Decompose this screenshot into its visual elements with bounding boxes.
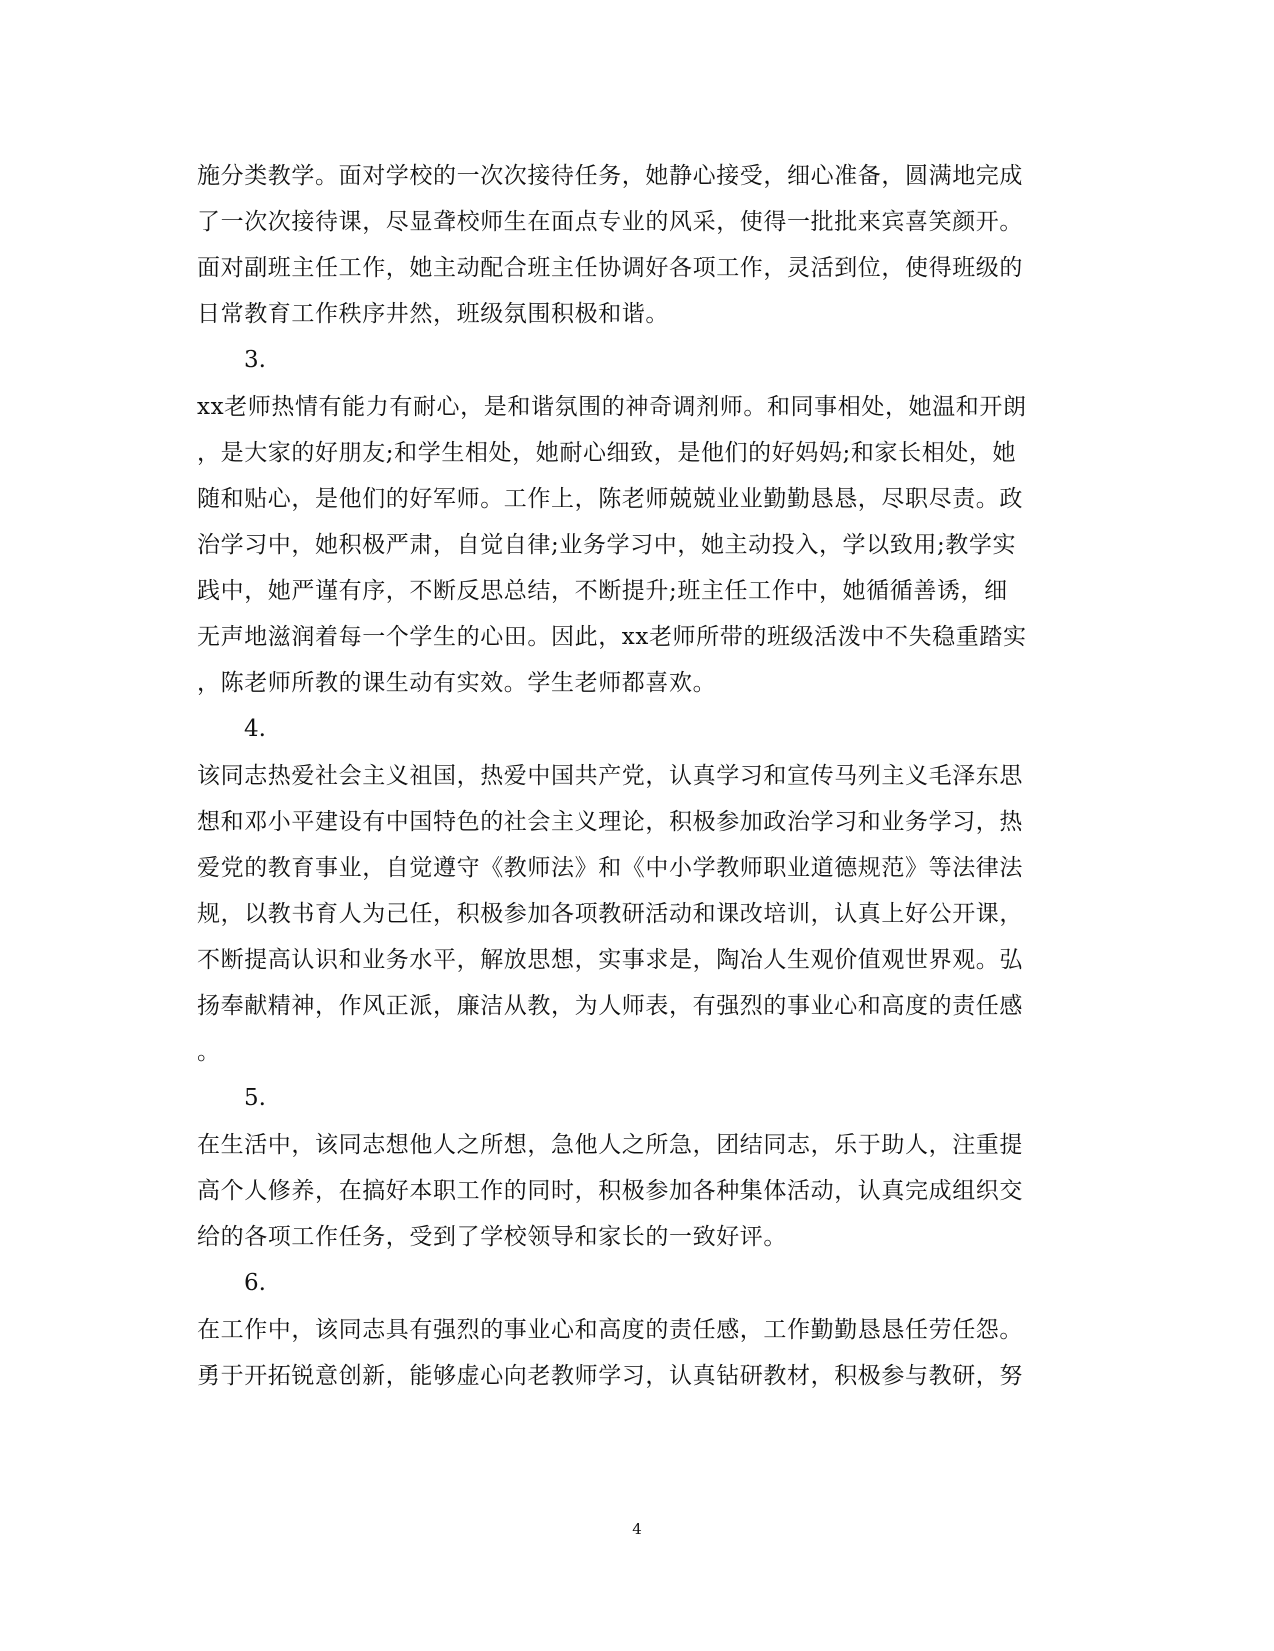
paragraph-line: 随和贴心，是他们的好军师。工作上，陈老师兢兢业业勤勤恳恳，尽职尽责。政 xyxy=(197,486,1023,512)
paragraph-line: 高个人修养，在搞好本职工作的同时，积极参加各种集体活动，认真完成组织交 xyxy=(197,1178,1023,1204)
paragraph-line: 该同志热爱社会主义祖国，热爱中国共产党，认真学习和宣传马列主义毛泽东思 xyxy=(197,763,1023,789)
paragraph-line: 规，以教书育人为己任，积极参加各项教研活动和课改培训，认真上好公开课， xyxy=(197,901,1023,927)
page-number: 4 xyxy=(632,1520,642,1538)
paragraph-line: 日常教育工作秩序井然，班级氛围积极和谐。 xyxy=(197,301,669,327)
list-number: 5. xyxy=(244,1085,266,1111)
paragraph-line: 无声地滋润着每一个学生的心田。因此，xx老师所带的班级活泼中不失稳重踏实 xyxy=(197,624,1027,650)
paragraph-line: 。 xyxy=(197,1039,221,1065)
paragraph-line: 施分类教学。面对学校的一次次接待任务，她静心接受，细心准备，圆满地完成 xyxy=(197,163,1023,189)
paragraph-line: 扬奉献精神，作风正派，廉洁从教，为人师表，有强烈的事业心和高度的责任感 xyxy=(197,993,1023,1019)
paragraph-line: 了一次次接待课，尽显聋校师生在面点专业的风采，使得一批批来宾喜笑颜开。 xyxy=(197,209,1023,235)
paragraph-line: 在工作中，该同志具有强烈的事业心和高度的责任感，工作勤勤恳恳任劳任怨。 xyxy=(197,1317,1023,1343)
paragraph-line: 治学习中，她积极严肃，自觉自律;业务学习中，她主动投入，学以致用;教学实 xyxy=(197,532,1017,558)
paragraph-line: ，陈老师所教的课生动有实效。学生老师都喜欢。 xyxy=(197,670,717,696)
paragraph-line: 面对副班主任工作，她主动配合班主任协调好各项工作，灵活到位，使得班级的 xyxy=(197,255,1023,281)
paragraph-line: 不断提高认识和业务水平，解放思想，实事求是，陶冶人生观价值观世界观。弘 xyxy=(197,947,1023,973)
paragraph-line: xx老师热情有能力有耐心，是和谐氛围的神奇调剂师。和同事相处，她温和开朗 xyxy=(197,394,1027,420)
paragraph-line: 践中，她严谨有序，不断反思总结，不断提升;班主任工作中，她循循善诱，细 xyxy=(197,578,1008,604)
paragraph-line: ，是大家的好朋友;和学生相处，她耐心细致，是他们的好妈妈;和家长相处，她 xyxy=(197,440,1017,466)
paragraph-line: 在生活中，该同志想他人之所想，急他人之所急，团结同志，乐于助人，注重提 xyxy=(197,1132,1023,1158)
list-number: 3. xyxy=(244,347,266,373)
paragraph-line: 想和邓小平建设有中国特色的社会主义理论，积极参加政治学习和业务学习，热 xyxy=(197,809,1023,835)
list-number: 6. xyxy=(244,1270,266,1296)
list-number: 4. xyxy=(244,716,266,742)
paragraph-line: 爱党的教育事业，自觉遵守《教师法》和《中小学教师职业道德规范》等法律法 xyxy=(197,855,1023,881)
paragraph-line: 给的各项工作任务，受到了学校领导和家长的一致好评。 xyxy=(197,1224,787,1250)
paragraph-line: 勇于开拓锐意创新，能够虚心向老教师学习，认真钻研教材，积极参与教研，努 xyxy=(197,1363,1023,1389)
